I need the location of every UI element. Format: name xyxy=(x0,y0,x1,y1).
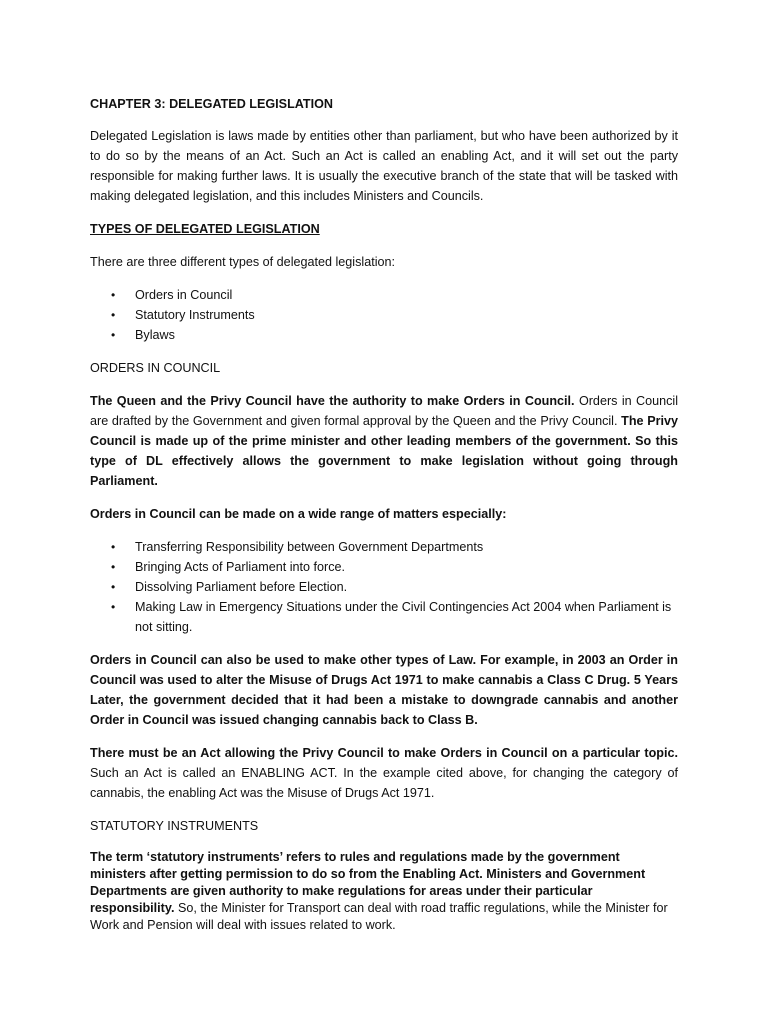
orders-paragraph-1: The Queen and the Privy Council have the authority to make Orders in Council. Orders in Council are drafted by the Government and given formal approval by the Queen and the Privy Council. The Privy Council is made up of the prime minister and other leading members of the government. So this type of DL effectively allows the government to make legislation without going through Parliament. xyxy=(90,394,679,488)
chapter-title: CHAPTER 3: DELEGATED LEGISLATION xyxy=(90,97,334,111)
orders-heading: ORDERS IN COUNCIL xyxy=(90,361,221,375)
bullet-icon: • xyxy=(111,288,116,302)
orders-paragraph-3: There must be an Act allowing the Privy Council to make Orders in Council on a particular topic. Such an Act is called an ENABLING ACT. In the example cited above, for changing the category of cannabis, the enabling Act was the Misuse of Drugs Act 1971. xyxy=(90,746,678,800)
bullet-icon: • xyxy=(111,328,116,342)
types-intro: There are three different types of delegated legislation: xyxy=(90,255,396,269)
bullet-icon: • xyxy=(111,308,116,322)
list-item: • Transferring Responsibility between Government Departments xyxy=(135,537,678,557)
statutory-instruments-heading: STATUTORY INSTRUMENTS xyxy=(90,819,259,833)
statutory-instruments-paragraph: The term ‘statutory instruments’ refers to rules and regulations made by the government ministers after getting permission to do so from the Enabling Act. Ministers and Government Departments are given authority to make regulations for areas under their particular responsibility. So, the Minister for Transport can deal with road traffic regulations, while the Minister for Work and Pension will deal with issues related to work. xyxy=(90,850,668,932)
orders-paragraph-2: Orders in Council can also be used to make other types of Law. For example, in 2003 an Order in Council was used to alter the Misuse of Drugs Act 1971 to make cannabis a Class C Drug. 5 Years Later, the government decided that it had been a mistake to downgrade cannabis and another Order in Council was issued changing cannabis back to Class B. xyxy=(90,653,678,727)
bullet-icon: • xyxy=(111,600,116,614)
orders-matters-list xyxy=(90,537,678,637)
bullet-icon: • xyxy=(111,560,116,574)
orders-matters-intro: Orders in Council can be made on a wide range of matters especially: xyxy=(90,507,507,521)
list-item: • Dissolving Parliament before Election. xyxy=(135,577,678,597)
list-item: • Making Law in Emergency Situations under the Civil Contingencies Act 2004 when Parliament is not sitting. xyxy=(135,597,678,637)
intro-paragraph: Delegated Legislation is laws made by entities other than parliament, but who have been authorized by it to do so by the means of an Act. Such an Act is called an enabling Act, and it will set out the party responsible for making further laws. It is usually the executive branch of the state that will be tasked with making delegated legislation, and this includes Ministers and Councils. xyxy=(90,129,678,203)
list-item: • Statutory Instruments xyxy=(135,305,678,325)
list-item: • Bringing Acts of Parliament into force. xyxy=(135,557,678,577)
bullet-icon: • xyxy=(111,540,116,554)
list-item: • Orders in Council xyxy=(135,285,678,305)
list-item: • Bylaws xyxy=(135,325,678,345)
types-heading: TYPES OF DELEGATED LEGISLATION xyxy=(90,222,320,236)
bullet-icon: • xyxy=(111,580,116,594)
types-list xyxy=(90,285,678,345)
